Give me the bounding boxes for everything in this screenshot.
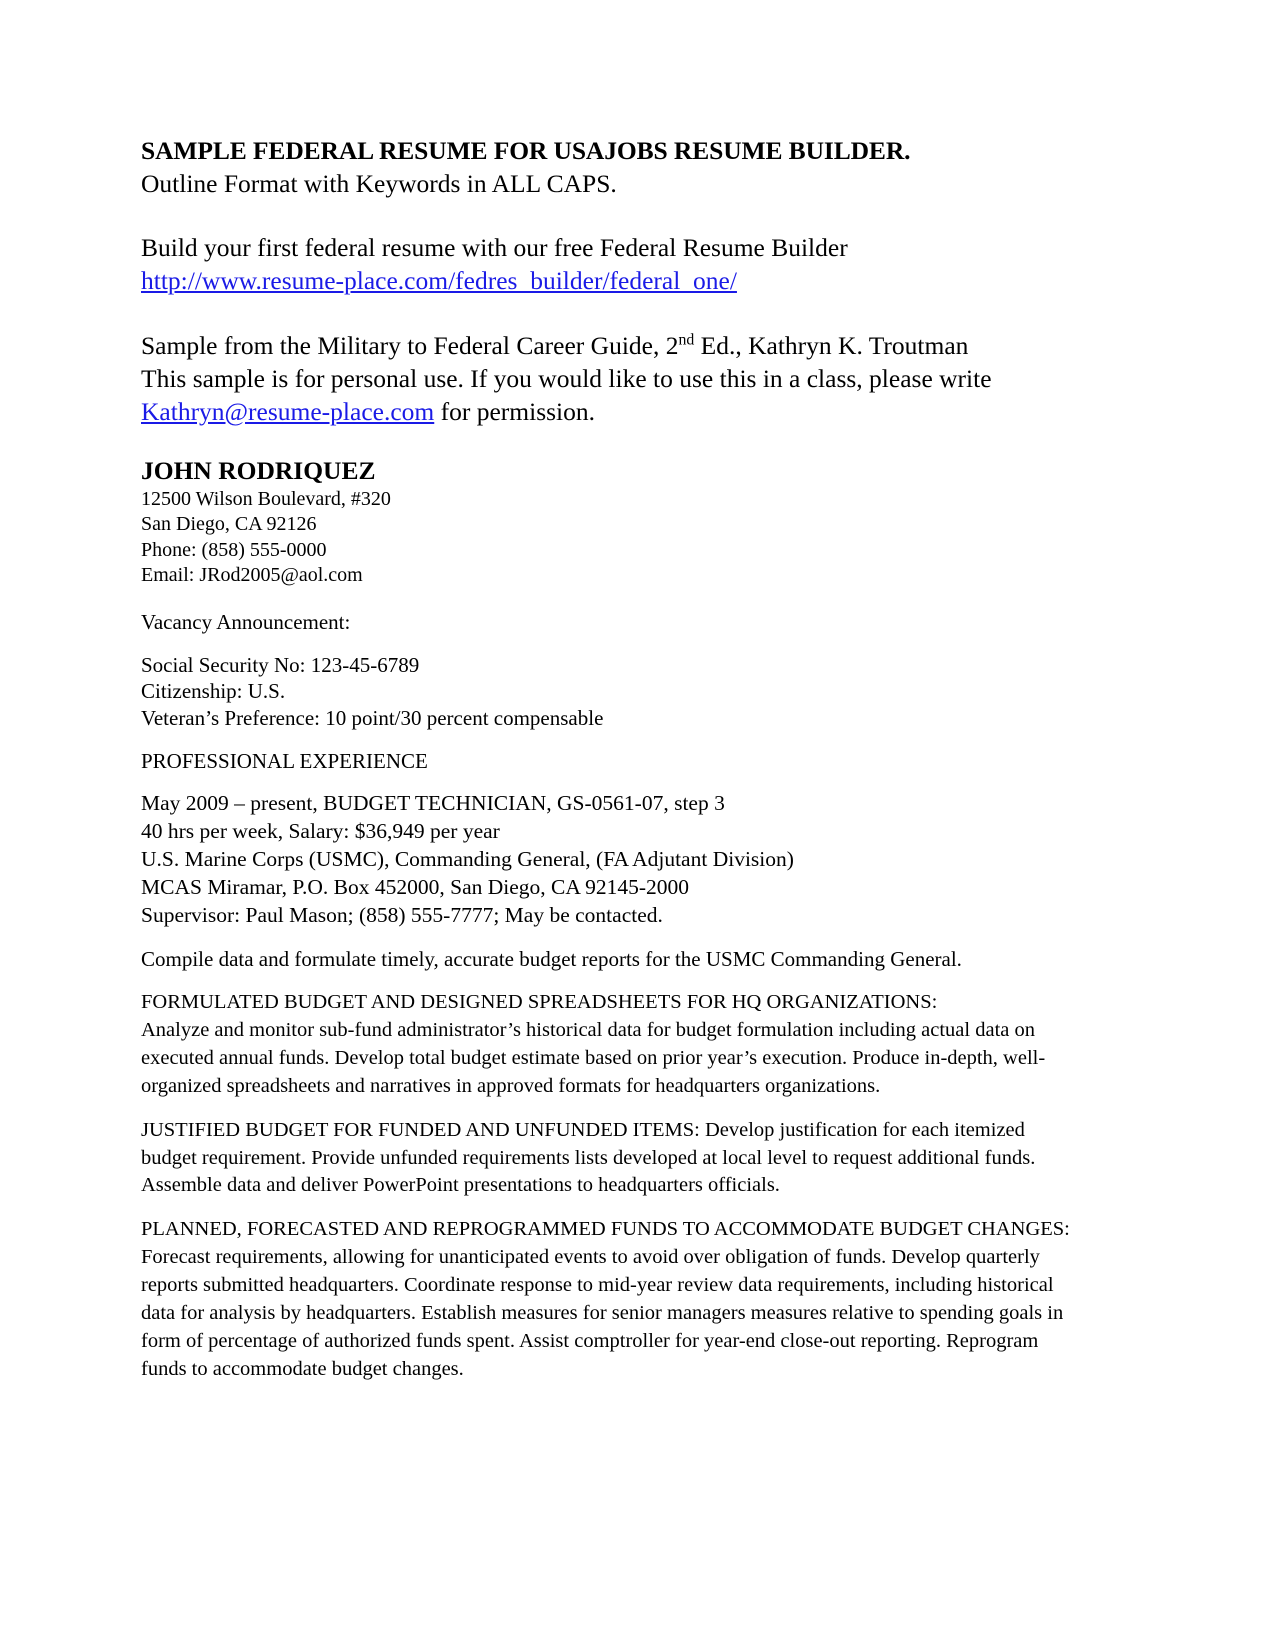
- vacancy-announcement-label: Vacancy Announcement:: [141, 609, 351, 634]
- accomplishment-keyword: JUSTIFIED BUDGET FOR FUNDED AND UNFUNDED ITEMS:: [141, 1118, 700, 1141]
- applicant-name: JOHN RODRIQUEZ: [141, 455, 376, 485]
- resume-builder-link[interactable]: http://www.resume-place.com/fedres_builder/federal_one/: [141, 266, 737, 296]
- accomplishment-keyword: FORMULATED BUDGET AND DESIGNED SPREADSHEETS FOR HQ ORGANIZATIONS:: [141, 991, 938, 1014]
- usage-notice-line: This sample is for personal use. If you would like to use this in a class, please write: [141, 363, 992, 393]
- source-attribution-line: [141, 329, 1076, 362]
- job-duty-summary: Compile data and formulate timely, accurate budget reports for the USMC Commanding General.: [141, 946, 962, 971]
- citizenship: Citizenship: U.S.: [141, 679, 286, 704]
- spacer: [141, 298, 1076, 329]
- applicant-email: Email: JRod2005@aol.com: [141, 564, 363, 587]
- accomplishment-keyword: PLANNED, FORECASTED AND REPROGRAMMED FUNDS TO ACCOMMODATE BUDGET CHANGES:: [141, 1218, 1070, 1241]
- professional-experience-heading: PROFESSIONAL EXPERIENCE: [141, 748, 428, 773]
- document-subtitle: Outline Format with Keywords in ALL CAPS.: [141, 169, 617, 199]
- spacer: [141, 973, 1076, 989]
- job-organization: U.S. Marine Corps (USMC), Commanding General, (FA Adjutant Division): [141, 847, 794, 872]
- job-address: MCAS Miramar, P.O. Box 452000, San Diego, CA 92145-2000: [141, 875, 689, 900]
- spacer: [141, 428, 1076, 455]
- veterans-preference: Veteran’s Preference: 10 point/30 percent compensable: [141, 705, 604, 730]
- spacer: [141, 732, 1076, 748]
- ordinal-suffix: nd: [678, 331, 695, 349]
- permission-line: [141, 395, 1076, 428]
- applicant-phone: Phone: (858) 555-0000: [141, 538, 327, 561]
- spacer: [141, 589, 1076, 609]
- spacer: [141, 200, 1076, 231]
- builder-intro-text: Build your first federal resume with our free Federal Resume Builder: [141, 233, 848, 263]
- accomplishment-body: Forecast requirements, allowing for unanticipated events to avoid over obligation of funds. Develop quarterly reports submitted headquarters. Coordinate response to mid-year review data requirements, including historical data for analysis by headquarters. Establish measures for senior managers measures relative to spending goals in form of percentage of authorized funds spent. Assist comptroller for year-end close-out reporting. Reprogram funds to accommodate budget changes.: [141, 1246, 1064, 1380]
- document-body: [141, 134, 1076, 1384]
- spacer: [141, 930, 1076, 946]
- document-title: SAMPLE FEDERAL RESUME FOR USAJOBS RESUME BUILDER.: [141, 136, 911, 165]
- accomplishment-block: [141, 989, 1076, 1101]
- accomplishment-body: Develop justification for each itemized budget requirement. Provide unfunded requirements lists developed at local level to request additional funds. Assemble data and deliver PowerPoint presentations to headquarters officials.: [141, 1118, 1036, 1197]
- builder-url-line: [141, 264, 1076, 297]
- job-dates-and-title: May 2009 – present, BUDGET TECHNICIAN, GS-0561-07, step 3: [141, 791, 725, 816]
- source-prefix: Sample from the Military to Federal Career Guide, 2: [141, 330, 679, 360]
- permission-tail-text: for permission.: [434, 396, 596, 426]
- applicant-address-line-1: 12500 Wilson Boulevard, #320: [141, 487, 391, 510]
- job-supervisor: Supervisor: Paul Mason; (858) 555-7777; May be contacted.: [141, 903, 663, 927]
- applicant-address-line-2: San Diego, CA 92126: [141, 513, 317, 536]
- job-hours-and-salary: 40 hrs per week, Salary: $36,949 per year: [141, 819, 500, 844]
- permission-email-link[interactable]: Kathryn@resume-place.com: [141, 396, 435, 426]
- source-suffix: Ed., Kathryn K. Troutman: [694, 330, 969, 360]
- spacer: [141, 774, 1076, 790]
- accomplishment-body: Analyze and monitor sub-fund administrator’s historical data for budget formulation including actual data on executed annual funds. Develop total budget estimate based on prior year’s execution. Produce in-depth, well-organized spreadsheets and narratives in approved formats for headquarters organizations.: [141, 1019, 1046, 1097]
- spacer: [141, 1101, 1076, 1117]
- accomplishment-block: [141, 1216, 1076, 1383]
- accomplishment-block: [141, 1117, 1076, 1201]
- social-security-number: Social Security No: 123-45-6789: [141, 652, 420, 677]
- spacer: [141, 636, 1076, 652]
- spacer: [141, 1200, 1076, 1216]
